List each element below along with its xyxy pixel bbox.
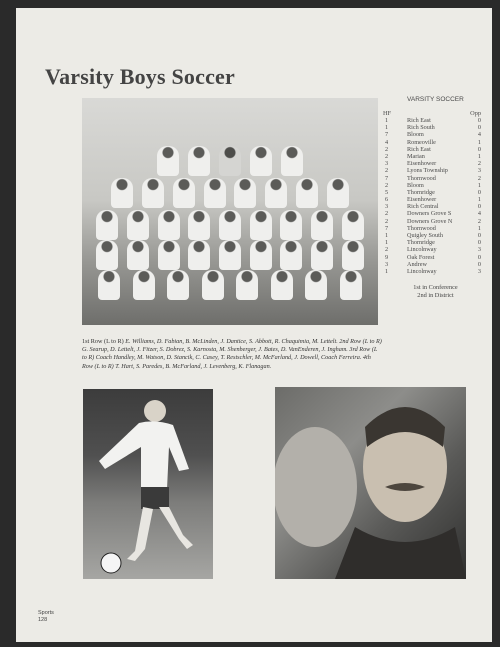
hf-score: 5: [385, 188, 389, 196]
schedule-row: [383, 239, 481, 246]
hf-score: 2: [385, 181, 389, 189]
hf-score: 1: [385, 267, 389, 275]
schedule-row: [383, 246, 481, 253]
schedule-row: [383, 196, 481, 203]
schedule-row: [383, 124, 481, 131]
opponent-name: Romeoville: [407, 138, 436, 146]
schedule-row: [383, 210, 481, 217]
hf-score: 7: [385, 224, 389, 232]
hf-score: 7: [385, 131, 389, 139]
schedule-row: [383, 175, 481, 182]
schedule-row: [383, 139, 481, 146]
opponent-name: Rich Central: [407, 203, 439, 211]
schedule-row: [383, 153, 481, 160]
hf-score: 2: [385, 217, 389, 225]
opp-score: 0: [477, 203, 481, 211]
schedule-row: [383, 232, 481, 239]
opp-score: 2: [477, 174, 481, 182]
opp-score: 3: [477, 167, 481, 175]
photo-caption: [82, 338, 382, 371]
opp-score: 3: [477, 246, 481, 254]
opp-score: 0: [477, 232, 481, 239]
opponent-name: Downers Grove N: [407, 217, 453, 225]
hf-score: 1: [385, 117, 389, 124]
opponent-name: Thornwood: [407, 174, 436, 182]
schedule-row: [383, 254, 481, 261]
hf-column-header: HF: [383, 110, 392, 117]
opp-score: 1: [477, 152, 481, 160]
schedule-rows: [383, 117, 481, 275]
opp-column-header: Opp: [470, 110, 481, 117]
opponent-name: Thornridge: [407, 188, 435, 196]
opponent-name: Quigley South: [407, 232, 443, 239]
opponent-name: Andrew: [407, 260, 427, 268]
hf-score: 3: [385, 160, 389, 168]
opp-score: 1: [477, 138, 481, 146]
page-number: 128: [38, 616, 48, 623]
opp-score: 1: [477, 181, 481, 189]
opp-score: 0: [477, 145, 481, 153]
player-kicking-photo: [83, 389, 213, 579]
schedule-row: [383, 218, 481, 225]
opponent-name: Lincolnway: [407, 267, 437, 275]
schedule-row: [383, 268, 481, 275]
team-photo: [82, 98, 378, 325]
opponent-name: Downers Grove S: [407, 210, 452, 218]
caption-text: E. Williams, D. Fabian, B. McLinden, J. Dantice, S. Abbott, R. Chaquimia, M. Lettelt. 2nd Row (L to R) G. Searup, D. Lettelt, J. Fitzer, S. Dobrez, S. Karnosta, M. Shenberger, J. Bates, D. VanEnderen, J. Ingham. 3rd Row (L to R) Coach Handley, M. Watson, D. Stancik, C. Casey, T. Restschler, M. McFarland, J. Dowell, Coach Ferreira. 4th Row (L to R) T. Hart, S. Paredes, B. McFarland, J. Levenberg, K. Flanagan.: [82, 338, 382, 370]
opp-score: 0: [477, 117, 481, 124]
opponent-name: Rich East: [407, 117, 431, 124]
hf-score: 2: [385, 210, 389, 218]
conference-note: 1st in Conference: [413, 284, 458, 291]
schedule-row: [383, 117, 481, 124]
opp-score: 1: [477, 196, 481, 204]
opponent-name: Thornridge: [407, 239, 435, 247]
opp-score: 4: [477, 210, 481, 218]
schedule-row: [383, 189, 481, 196]
schedule-title: VARSITY SOCCER: [407, 96, 464, 103]
schedule-row: [383, 131, 481, 138]
hf-score: 9: [385, 253, 389, 261]
hf-score: 3: [385, 260, 389, 268]
opp-score: 2: [477, 217, 481, 225]
opp-score: 0: [477, 188, 481, 196]
player-silhouette: [83, 389, 213, 579]
hf-score: 1: [385, 124, 389, 132]
opp-score: 3: [477, 267, 481, 275]
hf-score: 1: [385, 232, 389, 239]
coach-photo: [275, 387, 466, 579]
opponent-name: Eisenhower: [407, 160, 437, 168]
district-note: 2nd in District: [417, 292, 454, 299]
hf-score: 2: [385, 167, 389, 175]
schedule-row: [383, 182, 481, 189]
opponent-name: Marian: [407, 152, 425, 160]
hf-score: 2: [385, 246, 389, 254]
opp-score: 0: [477, 253, 481, 261]
hf-score: 7: [385, 174, 389, 182]
hf-score: 2: [385, 145, 389, 153]
opp-score: 0: [477, 124, 481, 132]
page-footer: [38, 610, 54, 623]
page-title: Varsity Boys Soccer: [45, 64, 235, 89]
hf-score: 6: [385, 196, 389, 204]
season-notes: [383, 284, 488, 300]
hf-score: 4: [385, 138, 389, 146]
opp-score: 2: [477, 160, 481, 168]
opponent-name: Rich East: [407, 145, 431, 153]
hf-score: 3: [385, 203, 389, 211]
opp-score: 0: [477, 260, 481, 268]
opponent-name: Oak Forest: [407, 253, 435, 261]
coach-silhouette: [275, 387, 466, 579]
opponent-name: Thornwood: [407, 224, 436, 232]
schedule-row: [383, 261, 481, 268]
opponent-name: Lyons Township: [407, 167, 448, 175]
opponent-name: Eisenhower: [407, 196, 437, 204]
schedule-row: [383, 167, 481, 174]
schedule-row: [383, 146, 481, 153]
hf-score: 1: [385, 239, 389, 247]
opponent-name: Bloom: [407, 131, 424, 139]
opponent-name: Rich South: [407, 124, 435, 132]
hf-score: 2: [385, 152, 389, 160]
schedule-row: [383, 160, 481, 167]
caption-lead: 1st Row (L to R): [82, 338, 124, 345]
schedule-row: [383, 203, 481, 210]
opponent-name: Lincolnway: [407, 246, 437, 254]
schedule-row: [383, 225, 481, 232]
opp-score: 0: [477, 239, 481, 247]
opp-score: 1: [477, 224, 481, 232]
opp-score: 4: [477, 131, 481, 139]
section-label: Sports: [38, 610, 54, 616]
opponent-name: Bloom: [407, 181, 424, 189]
